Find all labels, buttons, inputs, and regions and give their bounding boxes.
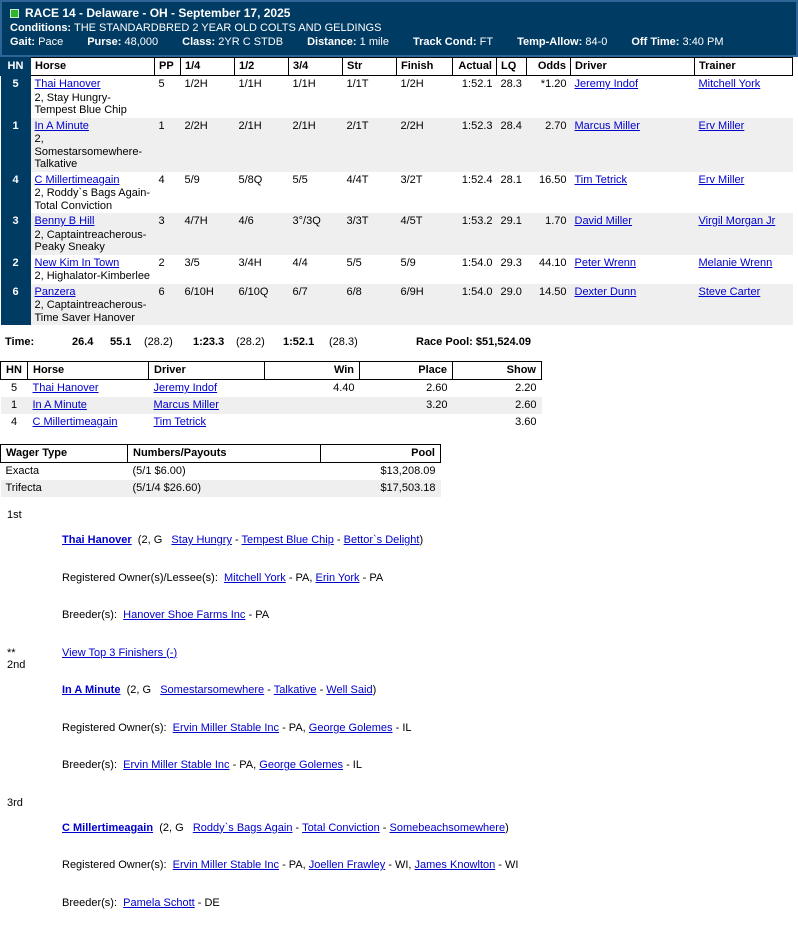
owner-state: - WI — [495, 859, 518, 871]
call-threequarter: 4/4 — [289, 255, 343, 284]
breeder-state: - DE — [195, 897, 220, 909]
call-quarter: 6/10H — [181, 284, 235, 326]
race-header — [0, 0, 798, 57]
actual-time: 1:52.1 — [453, 76, 497, 118]
conditions-label: Conditions: — [10, 22, 71, 34]
actual-time: 1:54.0 — [453, 284, 497, 326]
wager-row — [1, 463, 441, 481]
horse-number: 4 — [1, 172, 31, 214]
wager-pool: $17,503.18 — [321, 480, 441, 497]
finisher-block-2nd — [0, 659, 798, 797]
owner-link[interactable]: Mitchell York — [224, 572, 286, 584]
distance-value: 1 mile — [360, 36, 389, 48]
actual-time: 1:54.0 — [453, 255, 497, 284]
race-title: RACE 14 - Delaware - OH - September 17, 2025 — [25, 6, 290, 21]
owner-state: - PA, — [279, 859, 309, 871]
view-top3-marker: ** — [0, 647, 62, 660]
call-quarter: 5/9 — [181, 172, 235, 214]
call-stretch: 2/1T — [343, 118, 397, 172]
driver-link[interactable]: Tim Tetrick — [575, 174, 628, 186]
owner-line — [62, 859, 518, 872]
show-payout: 2.60 — [453, 397, 542, 414]
payout-row — [1, 380, 542, 398]
sire-link[interactable]: Roddy`s Bags Again — [193, 822, 293, 834]
horse-number: 1 — [1, 118, 31, 172]
last-quarter: 29.1 — [497, 213, 527, 255]
owner-label: Registered Owner(s): — [62, 859, 173, 871]
payout-table — [0, 361, 542, 431]
call-half: 6/10Q — [235, 284, 289, 326]
col-header-half: 1/2 — [235, 58, 289, 76]
call-finish: 1/2H — [397, 76, 453, 118]
pedigree-line — [62, 534, 423, 547]
last-quarter: 29.3 — [497, 255, 527, 284]
call-half: 5/8Q — [235, 172, 289, 214]
horse-link[interactable]: In A Minute — [62, 684, 120, 696]
finish-position: 2nd — [0, 659, 62, 797]
wager-pool: $13,208.09 — [321, 463, 441, 481]
col-header-pp: PP — [155, 58, 181, 76]
horse-breeding: 2, Highalator-Kimberlee — [35, 269, 151, 283]
pedigree-line — [62, 684, 412, 697]
distance-info — [307, 35, 389, 50]
odds: 1.70 — [527, 213, 571, 255]
call-half: 4/6 — [235, 213, 289, 255]
view-top3-link[interactable]: View Top 3 Finishers (-) — [62, 647, 177, 659]
payout-header-row — [1, 362, 542, 380]
horse-link[interactable]: In A Minute — [35, 120, 89, 132]
wager-row — [1, 480, 441, 497]
pedigree-line — [62, 822, 518, 835]
wager-table — [0, 444, 441, 497]
owner-line — [62, 722, 412, 735]
class-info — [182, 35, 283, 50]
call-finish: 6/9H — [397, 284, 453, 326]
result-row — [1, 255, 793, 284]
owner-link[interactable]: James Knowlton — [415, 859, 496, 871]
breeder-link[interactable]: Pamela Schott — [123, 897, 195, 909]
call-threequarter: 3°/3Q — [289, 213, 343, 255]
odds: *1.20 — [527, 76, 571, 118]
call-half: 3/4H — [235, 255, 289, 284]
breeder-line — [62, 759, 412, 772]
owner-state: - PA, — [279, 722, 309, 734]
col-header-finish: Finish — [397, 58, 453, 76]
horse-link[interactable]: Panzera — [35, 286, 76, 298]
temp-allow-label: Temp-Allow: — [517, 36, 582, 48]
call-finish: 2/2H — [397, 118, 453, 172]
finisher-block-1st — [0, 509, 798, 647]
purse-info — [87, 35, 158, 50]
gait-value: Pace — [38, 36, 63, 48]
col-header-wager-type: Wager Type — [1, 445, 128, 463]
owner-state: - WI, — [385, 859, 414, 871]
col-header-numbers-payouts: Numbers/Payouts — [128, 445, 321, 463]
dash: - — [232, 534, 242, 546]
wager-type: Exacta — [1, 463, 128, 481]
time-final: 1:52.1 — [283, 336, 314, 348]
driver-link[interactable]: David Miller — [575, 215, 632, 227]
owner-link[interactable]: Joellen Frawley — [309, 859, 385, 871]
horse-number: 3 — [1, 213, 31, 255]
off-time-value: 3:40 PM — [683, 36, 724, 48]
horse-link[interactable]: Thai Hanover — [62, 534, 132, 546]
track-cond-info — [413, 35, 493, 50]
call-stretch: 3/3T — [343, 213, 397, 255]
place-payout: 3.20 — [360, 397, 453, 414]
odds: 16.50 — [527, 172, 571, 214]
driver-link[interactable]: Marcus Miller — [575, 120, 640, 132]
actual-time: 1:53.2 — [453, 213, 497, 255]
pedigree-close: ) — [505, 822, 509, 834]
post-position: 3 — [155, 213, 181, 255]
owner-label: Registered Owner(s)/Lessee(s): — [62, 572, 224, 584]
horse-link[interactable]: Benny B Hill — [35, 215, 95, 227]
sire-link[interactable]: Somestarsomewhere — [160, 684, 264, 696]
last-quarter: 28.4 — [497, 118, 527, 172]
col-header-horse: Horse — [28, 362, 149, 380]
race-title-line — [10, 6, 788, 21]
call-quarter: 2/2H — [181, 118, 235, 172]
view-top3-row — [0, 647, 798, 660]
time-quarter: 26.4 — [72, 336, 93, 348]
green-square-icon — [10, 9, 19, 18]
breeder-line — [62, 897, 518, 910]
horse-number: 4 — [1, 414, 28, 431]
conditions-text: THE STANDARDBRED 2 YEAR OLD COLTS AND GELDINGS — [74, 22, 381, 34]
call-quarter: 4/7H — [181, 213, 235, 255]
result-row — [1, 284, 793, 326]
call-stretch: 4/4T — [343, 172, 397, 214]
payout-row — [1, 414, 542, 431]
breeder-label: Breeder(s): — [62, 609, 123, 621]
place-payout: 2.60 — [360, 380, 453, 398]
odds: 14.50 — [527, 284, 571, 326]
trainer-link[interactable]: Virgil Morgan Jr — [699, 215, 776, 227]
track-cond-label: Track Cond: — [413, 36, 477, 48]
col-header-place: Place — [360, 362, 453, 380]
horse-number: 2 — [1, 255, 31, 284]
breeder-label: Breeder(s): — [62, 897, 123, 909]
wager-type: Trifecta — [1, 480, 128, 497]
owner-state: - PA — [360, 572, 384, 584]
col-header-win: Win — [265, 362, 360, 380]
horse-link[interactable]: Thai Hanover — [35, 78, 101, 90]
conditions-line — [10, 21, 788, 35]
horse-breeding: 2, Captaintreacherous-Time Saver Hanover — [35, 298, 151, 324]
owner-state: - PA, — [286, 572, 316, 584]
call-quarter: 1/2H — [181, 76, 235, 118]
horse-breeding: 2, Captaintreacherous-Peaky Sneaky — [35, 228, 151, 254]
payout-row — [1, 397, 542, 414]
post-position: 2 — [155, 255, 181, 284]
result-row — [1, 118, 793, 172]
horse-link[interactable]: C Millertimeagain — [33, 416, 118, 428]
dam-link[interactable]: Talkative — [274, 684, 317, 696]
place-payout — [360, 414, 453, 431]
call-threequarter: 6/7 — [289, 284, 343, 326]
horse-number: 1 — [1, 397, 28, 414]
dash: - — [264, 684, 274, 696]
driver-link[interactable]: Jeremy Indof — [154, 382, 218, 394]
col-header-odds: Odds — [527, 58, 571, 76]
temp-allow-info — [517, 35, 607, 50]
horse-link[interactable]: C Millertimeagain — [35, 174, 120, 186]
trainer-link[interactable]: Melanie Wrenn — [699, 257, 773, 269]
damsire-link[interactable]: Bettor`s Delight — [344, 534, 420, 546]
call-half: 1/1H — [235, 76, 289, 118]
driver-link[interactable]: Tim Tetrick — [154, 416, 207, 428]
owner-state: - IL — [393, 722, 412, 734]
owner-link[interactable]: Erin York — [316, 572, 360, 584]
horse-number: 5 — [1, 380, 28, 398]
horse-breeding: 2, Stay Hungry-Tempest Blue Chip — [35, 91, 151, 117]
show-payout: 3.60 — [453, 414, 542, 431]
last-quarter: 29.0 — [497, 284, 527, 326]
wager-header-row — [1, 445, 441, 463]
pedigree-close: ) — [373, 684, 377, 696]
owner-line — [62, 572, 423, 585]
call-threequarter: 5/5 — [289, 172, 343, 214]
call-finish: 4/5T — [397, 213, 453, 255]
odds: 44.10 — [527, 255, 571, 284]
col-header-show: Show — [453, 362, 542, 380]
sire-link[interactable]: Stay Hungry — [171, 534, 232, 546]
last-quarter: 28.3 — [497, 76, 527, 118]
pedigree-open: (2, G — [153, 822, 193, 834]
driver-link[interactable]: Dexter Dunn — [575, 286, 637, 298]
owner-label: Registered Owner(s): — [62, 722, 173, 734]
post-position: 6 — [155, 284, 181, 326]
time-threequarter: 1:23.3 — [193, 336, 224, 348]
horse-number: 5 — [1, 76, 31, 118]
pedigree-close: ) — [419, 534, 423, 546]
finisher-block-3rd — [0, 797, 798, 934]
race-info-line — [10, 35, 788, 50]
horse-link[interactable]: In A Minute — [33, 399, 87, 411]
damsire-link[interactable]: Somebeachsomewhere — [390, 822, 506, 834]
breeder-state: - PA, — [230, 759, 260, 771]
split-half: (28.2) — [144, 336, 173, 348]
class-label: Class: — [182, 36, 215, 48]
dash: - — [292, 822, 302, 834]
owner-link[interactable]: George Golemes — [309, 722, 393, 734]
win-payout: 4.40 — [265, 380, 360, 398]
show-payout: 2.20 — [453, 380, 542, 398]
purse-value: 48,000 — [125, 36, 159, 48]
trainer-link[interactable]: Mitchell York — [699, 78, 761, 90]
call-half: 2/1H — [235, 118, 289, 172]
actual-time: 1:52.3 — [453, 118, 497, 172]
driver-link[interactable]: Jeremy Indof — [575, 78, 639, 90]
time-half: 55.1 — [110, 336, 131, 348]
win-payout — [265, 414, 360, 431]
col-header-quarter: 1/4 — [181, 58, 235, 76]
last-quarter: 28.1 — [497, 172, 527, 214]
wager-numbers: (5/1/4 $26.60) — [128, 480, 321, 497]
temp-allow-value: 84-0 — [585, 36, 607, 48]
result-row — [1, 76, 793, 118]
trainer-link[interactable]: Erv Miller — [699, 120, 745, 132]
split-final: (28.3) — [329, 336, 358, 348]
actual-time: 1:52.4 — [453, 172, 497, 214]
finishers-section — [0, 509, 798, 934]
col-header-stretch: Str — [343, 58, 397, 76]
call-finish: 5/9 — [397, 255, 453, 284]
post-position: 4 — [155, 172, 181, 214]
split-threequarter: (28.2) — [236, 336, 265, 348]
col-header-hn: HN — [1, 362, 28, 380]
odds: 2.70 — [527, 118, 571, 172]
driver-link[interactable]: Peter Wrenn — [575, 257, 637, 269]
call-finish: 3/2T — [397, 172, 453, 214]
finish-position: 1st — [0, 509, 62, 647]
result-row — [1, 172, 793, 214]
breeder-label: Breeder(s): — [62, 759, 123, 771]
call-threequarter: 2/1H — [289, 118, 343, 172]
col-header-actual: Actual — [453, 58, 497, 76]
distance-label: Distance: — [307, 36, 357, 48]
col-header-trainer: Trainer — [695, 58, 793, 76]
result-row — [1, 213, 793, 255]
horse-breeding: 2, Roddy`s Bags Again-Total Conviction — [35, 186, 151, 212]
race-pool: Race Pool: $51,524.09 — [416, 336, 531, 348]
track-cond-value: FT — [480, 36, 493, 48]
owner-link[interactable]: Ervin Miller Stable Inc — [173, 859, 279, 871]
call-threequarter: 1/1H — [289, 76, 343, 118]
pedigree-open: (2, G — [120, 684, 160, 696]
col-header-horse: Horse — [31, 58, 155, 76]
post-position: 1 — [155, 118, 181, 172]
col-header-driver: Driver — [149, 362, 265, 380]
call-stretch: 1/1T — [343, 76, 397, 118]
breeder-state: - PA — [245, 609, 269, 621]
finish-position: 3rd — [0, 797, 62, 934]
trainer-link[interactable]: Erv Miller — [699, 174, 745, 186]
breeder-state: - IL — [343, 759, 362, 771]
dam-link[interactable]: Tempest Blue Chip — [242, 534, 334, 546]
win-payout — [265, 397, 360, 414]
dash: - — [334, 534, 344, 546]
call-stretch: 6/8 — [343, 284, 397, 326]
breeder-link[interactable]: Hanover Shoe Farms Inc — [123, 609, 245, 621]
time-summary — [0, 336, 798, 352]
col-header-driver: Driver — [571, 58, 695, 76]
owner-link[interactable]: Ervin Miller Stable Inc — [173, 722, 279, 734]
pedigree-open: (2, G — [132, 534, 172, 546]
off-time-info — [631, 35, 723, 50]
call-quarter: 3/5 — [181, 255, 235, 284]
dash: - — [317, 684, 327, 696]
gait-label: Gait: — [10, 36, 35, 48]
time-label: Time: — [5, 336, 34, 348]
damsire-link[interactable]: Well Said — [326, 684, 372, 696]
col-header-hn: HN — [1, 58, 31, 76]
breeder-link[interactable]: Ervin Miller Stable Inc — [123, 759, 229, 771]
off-time-label: Off Time: — [631, 36, 679, 48]
driver-link[interactable]: Marcus Miller — [154, 399, 219, 411]
results-table — [0, 57, 793, 325]
dam-link[interactable]: Total Conviction — [302, 822, 380, 834]
horse-link[interactable]: New Kim In Town — [35, 257, 120, 269]
col-header-pool: Pool — [321, 445, 441, 463]
horse-link[interactable]: Thai Hanover — [33, 382, 99, 394]
horse-link[interactable]: C Millertimeagain — [62, 822, 153, 834]
class-value: 2YR C STDB — [218, 36, 283, 48]
horse-breeding: 2, Somestarsomewhere-Talkative — [35, 132, 151, 171]
purse-label: Purse: — [87, 36, 121, 48]
col-header-lq: LQ — [497, 58, 527, 76]
trainer-link[interactable]: Steve Carter — [699, 286, 761, 298]
gait-info — [10, 35, 63, 50]
results-header-row — [1, 58, 793, 76]
dash: - — [380, 822, 390, 834]
post-position: 5 — [155, 76, 181, 118]
breeder-line — [62, 609, 423, 622]
wager-numbers: (5/1 $6.00) — [128, 463, 321, 481]
call-stretch: 5/5 — [343, 255, 397, 284]
col-header-threequarter: 3/4 — [289, 58, 343, 76]
breeder-link[interactable]: George Golemes — [259, 759, 343, 771]
horse-number: 6 — [1, 284, 31, 326]
